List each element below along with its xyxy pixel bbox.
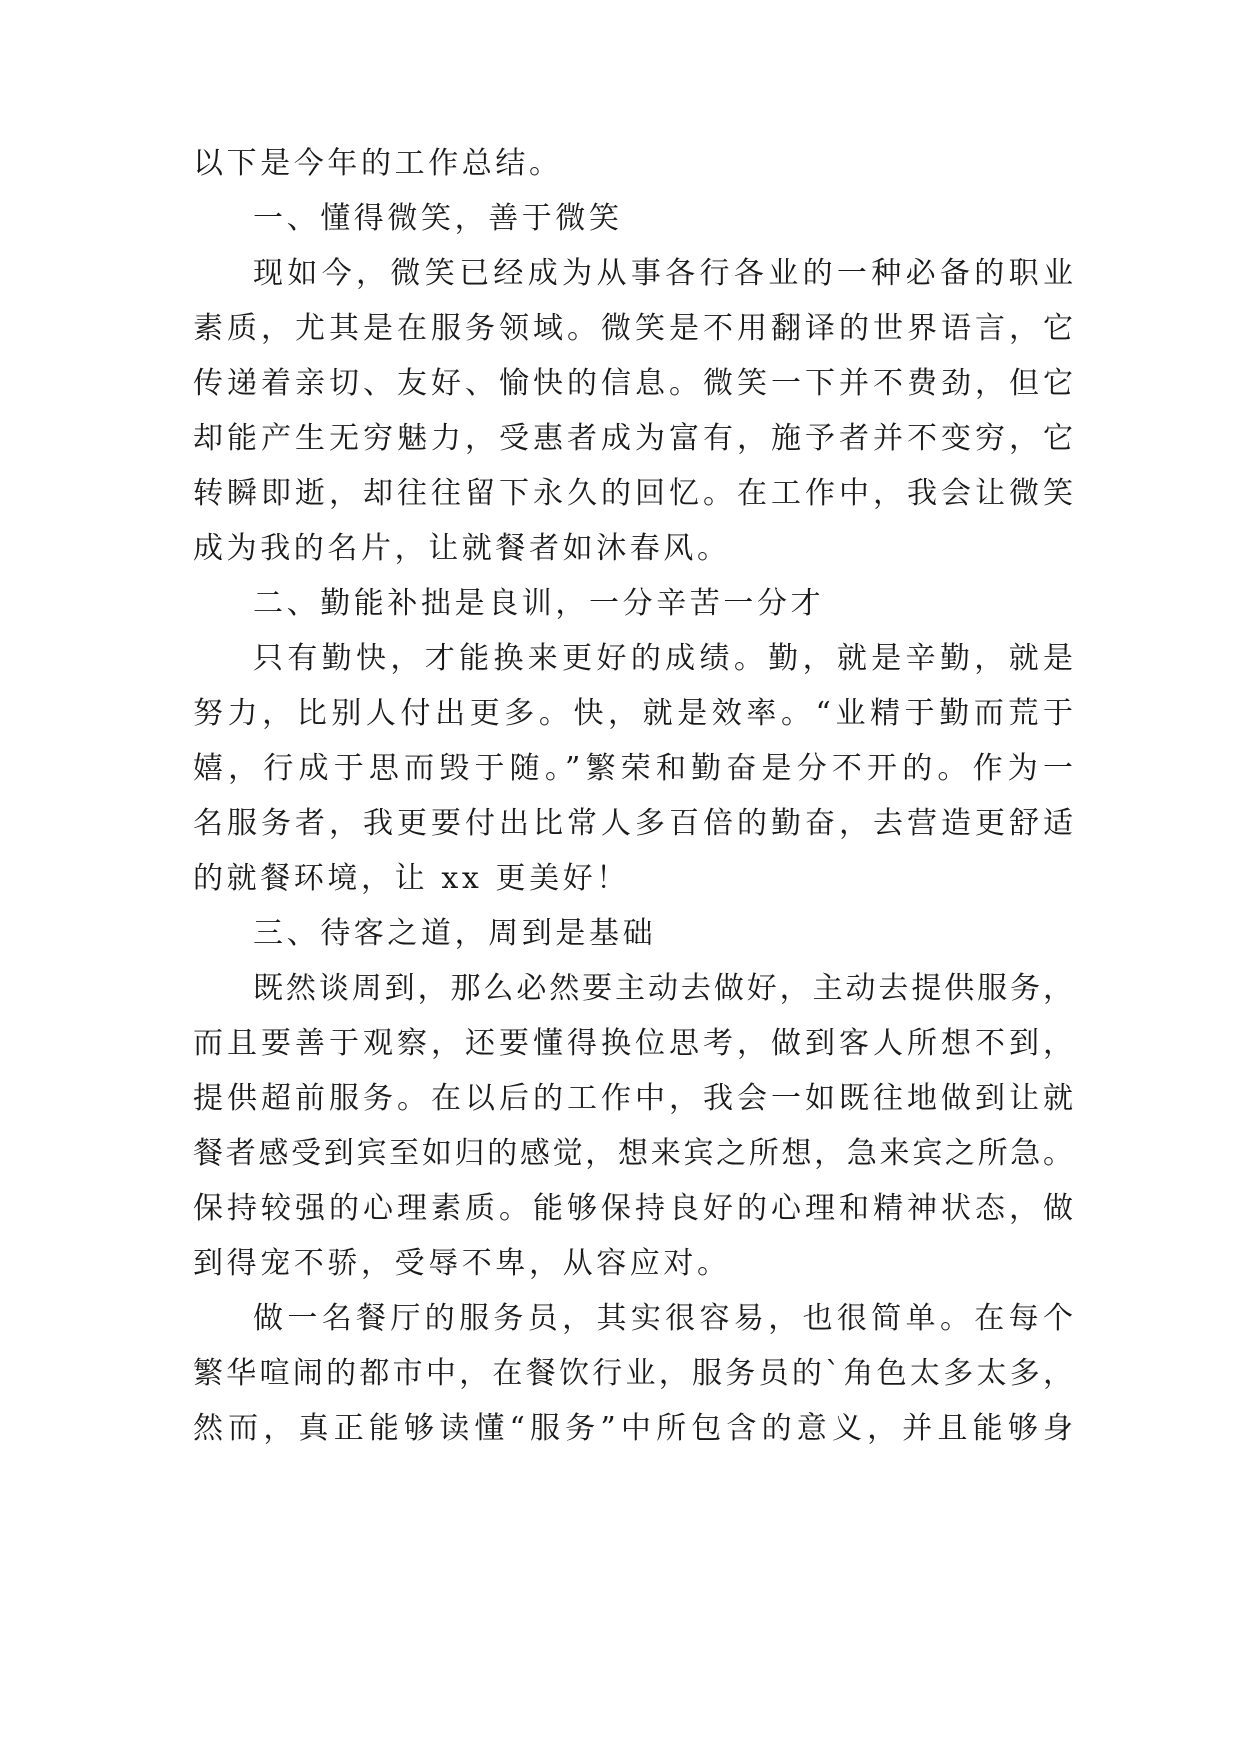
paragraph-line: 名服务者，我更要付出比常人多百倍的勤奋，去营造更舒适 <box>193 806 1073 841</box>
paragraph-line: 嬉，行成于思而毁于随。”繁荣和勤奋是分不开的。作为一 <box>193 751 1073 786</box>
paragraph-line: 成为我的名片，让就餐者如沐春风。 <box>193 531 731 566</box>
intro-line: 以下是今年的工作总结。 <box>193 146 563 181</box>
paragraph-line: 餐者感受到宾至如归的感觉，想来宾之所想，急来宾之所急。 <box>193 1136 1073 1171</box>
paragraph-line: 却能产生无穷魅力，受惠者成为富有，施予者并不变穷，它 <box>193 421 1073 456</box>
paragraph-line: 然而，真正能够读懂“服务”中所包含的意义，并且能够身 <box>193 1411 1073 1446</box>
paragraph-line: 的就餐环境，让 xx 更美好！ <box>193 861 630 896</box>
paragraph-line: 保持较强的心理素质。能够保持良好的心理和精神状态，做 <box>193 1191 1073 1226</box>
paragraph-line: 现如今，微笑已经成为从事各行各业的一种必备的职业 <box>253 256 1073 291</box>
paragraph-line: 素质，尤其是在服务领域。微笑是不用翻译的世界语言，它 <box>193 311 1073 346</box>
section-heading-1: 一、懂得微笑，善于微笑 <box>253 201 623 236</box>
paragraph-line: 提供超前服务。在以后的工作中，我会一如既往地做到让就 <box>193 1081 1073 1116</box>
section-heading-3: 三、待客之道，周到是基础 <box>253 916 657 951</box>
paragraph-line: 传递着亲切、友好、愉快的信息。微笑一下并不费劲，但它 <box>193 366 1073 401</box>
paragraph-line: 只有勤快，才能换来更好的成绩。勤，就是辛勤，就是 <box>253 641 1073 676</box>
paragraph-line: 做一名餐厅的服务员，其实很容易，也很简单。在每个 <box>253 1301 1073 1336</box>
section-heading-2: 二、勤能补拙是良训，一分辛苦一分才 <box>253 586 825 621</box>
paragraph-line: 努力，比别人付出更多。快，就是效率。“业精于勤而荒于 <box>193 696 1073 731</box>
paragraph-line: 到得宠不骄，受辱不卑，从容应对。 <box>193 1246 731 1281</box>
paragraph-line: 繁华喧闹的都市中，在餐饮行业，服务员的`角色太多太多， <box>193 1356 1073 1391</box>
paragraph-line: 而且要善于观察，还要懂得换位思考，做到客人所想不到， <box>193 1026 1073 1061</box>
paragraph-line: 既然谈周到，那么必然要主动去做好，主动去提供服务， <box>253 971 1073 1006</box>
paragraph-line: 转瞬即逝，却往往留下永久的回忆。在工作中，我会让微笑 <box>193 476 1073 511</box>
